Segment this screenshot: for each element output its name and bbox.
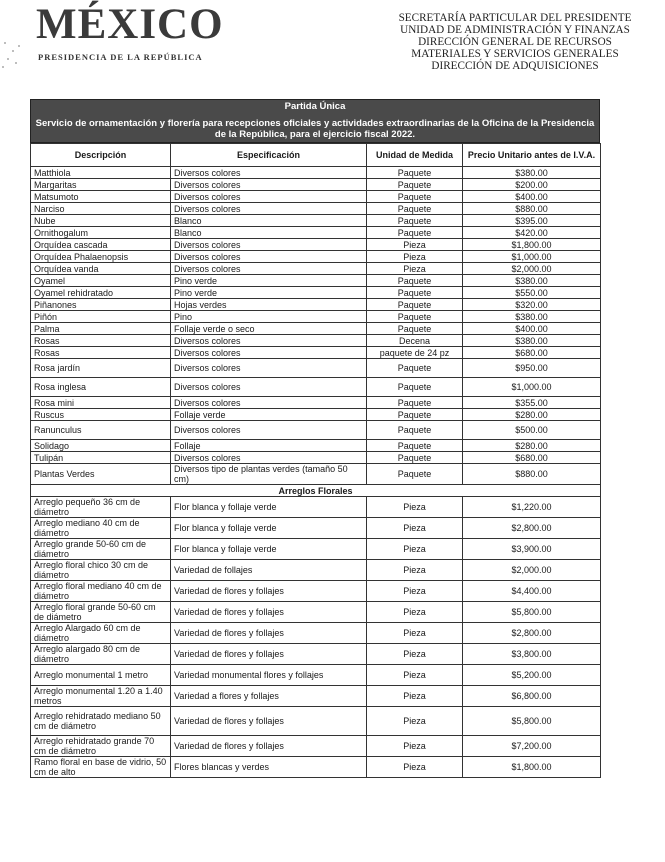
cell-descripcion: Palma	[31, 323, 171, 335]
cell-descripcion: Oyamel rehidratado	[31, 287, 171, 299]
table-row	[31, 539, 601, 560]
cell-unidad: Pieza	[367, 644, 463, 665]
cell-especificacion: Diversos colores	[171, 179, 367, 191]
table-row	[31, 378, 601, 397]
cell-descripcion: Rosa inglesa	[31, 378, 171, 397]
cell-precio: $2,800.00	[463, 623, 601, 644]
table-row	[31, 397, 601, 409]
cell-precio: $550.00	[463, 287, 601, 299]
cell-especificacion: Flor blanca y follaje verde	[171, 518, 367, 539]
cell-precio: $880.00	[463, 203, 601, 215]
cell-unidad: Paquete	[367, 215, 463, 227]
scan-speckles	[0, 36, 30, 96]
cell-descripcion: Arreglo monumental 1.20 a 1.40 metros	[31, 686, 171, 707]
cell-especificacion: Variedad de flores y follajes	[171, 602, 367, 623]
table-row	[31, 421, 601, 440]
cell-precio: $1,000.00	[463, 251, 601, 263]
cell-especificacion: Diversos colores	[171, 239, 367, 251]
cell-descripcion: Matsumoto	[31, 191, 171, 203]
table-row	[31, 323, 601, 335]
cell-especificacion: Follaje verde o seco	[171, 323, 367, 335]
cell-descripcion: Arreglo alargado 80 cm de diámetro	[31, 644, 171, 665]
table-row	[31, 191, 601, 203]
cell-precio: $1,000.00	[463, 378, 601, 397]
cell-unidad: Pieza	[367, 757, 463, 778]
cell-unidad: Pieza	[367, 665, 463, 686]
flores-rows	[31, 167, 601, 485]
cell-descripcion: Narciso	[31, 203, 171, 215]
table-row	[31, 311, 601, 323]
cell-unidad: Paquete	[367, 227, 463, 239]
agency-line-2: UNIDAD DE ADMINISTRACIÓN Y FINANZAS	[400, 24, 630, 36]
cell-precio: $280.00	[463, 440, 601, 452]
cell-descripcion: Orquídea Phalaenopsis	[31, 251, 171, 263]
agency-header	[365, 12, 665, 72]
cell-descripcion: Ranunculus	[31, 421, 171, 440]
cell-precio: $5,200.00	[463, 665, 601, 686]
cell-unidad: Paquete	[367, 421, 463, 440]
cell-descripcion: Matthiola	[31, 167, 171, 179]
cell-descripcion: Rosas	[31, 347, 171, 359]
table-row	[31, 644, 601, 665]
cell-descripcion: Arreglo rehidratado mediano 50 cm de diámetro	[31, 707, 171, 736]
table-row	[31, 263, 601, 275]
cell-unidad: Pieza	[367, 623, 463, 644]
cell-precio: $200.00	[463, 179, 601, 191]
cell-precio: $3,900.00	[463, 539, 601, 560]
cell-especificacion: Diversos colores	[171, 359, 367, 378]
cell-unidad: Paquete	[367, 452, 463, 464]
table-row	[31, 686, 601, 707]
cell-precio: $1,800.00	[463, 239, 601, 251]
cell-precio: $680.00	[463, 347, 601, 359]
cell-descripcion: Arreglo rehidratado grande 70 cm de diámetro	[31, 736, 171, 757]
cell-especificacion: Diversos colores	[171, 347, 367, 359]
table-row	[31, 287, 601, 299]
presidency-logo	[36, 2, 224, 62]
table-row	[31, 215, 601, 227]
cell-especificacion: Follaje verde	[171, 409, 367, 421]
cell-unidad: Pieza	[367, 497, 463, 518]
cell-especificacion: Flores blancas y verdes	[171, 757, 367, 778]
cell-especificacion: Variedad de flores y follajes	[171, 623, 367, 644]
cell-especificacion: Variedad de flores y follajes	[171, 707, 367, 736]
table-row	[31, 518, 601, 539]
cell-especificacion: Diversos colores	[171, 452, 367, 464]
cell-especificacion: Blanco	[171, 215, 367, 227]
cell-precio: $3,800.00	[463, 644, 601, 665]
cell-precio: $2,000.00	[463, 560, 601, 581]
cell-especificacion: Pino verde	[171, 287, 367, 299]
cell-especificacion: Diversos colores	[171, 191, 367, 203]
cell-precio: $355.00	[463, 397, 601, 409]
cell-precio: $380.00	[463, 167, 601, 179]
cell-especificacion: Variedad de follajes	[171, 560, 367, 581]
cell-precio: $5,800.00	[463, 602, 601, 623]
cell-especificacion: Diversos colores	[171, 335, 367, 347]
cell-precio: $500.00	[463, 421, 601, 440]
cell-descripcion: Rosas	[31, 335, 171, 347]
table-row	[31, 347, 601, 359]
cell-especificacion: Diversos colores	[171, 203, 367, 215]
cell-descripcion: Ruscus	[31, 409, 171, 421]
cell-descripcion: Arreglo grande 50-60 cm de diámetro	[31, 539, 171, 560]
header-especificacion: Especificación	[171, 144, 367, 167]
cell-unidad: Pieza	[367, 263, 463, 275]
table-row	[31, 497, 601, 518]
cell-descripcion: Orquídea cascada	[31, 239, 171, 251]
cell-especificacion: Flor blanca y follaje verde	[171, 539, 367, 560]
cell-unidad: Paquete	[367, 359, 463, 378]
cell-precio: $420.00	[463, 227, 601, 239]
cell-descripcion: Arreglo floral grande 50-60 cm de diámetro	[31, 602, 171, 623]
table-row	[31, 179, 601, 191]
banner-subtitle: Servicio de ornamentación y florería para recepciones oficiales y actividades extraordinarias de la Oficina de la Presidencia de la República, para el ejercicio fiscal 2022.	[35, 118, 595, 140]
cell-unidad: Paquete	[367, 287, 463, 299]
cell-unidad: Pieza	[367, 251, 463, 263]
table-row	[31, 707, 601, 736]
cell-precio: $880.00	[463, 464, 601, 485]
cell-unidad: Pieza	[367, 239, 463, 251]
cell-especificacion: Variedad a flores y follajes	[171, 686, 367, 707]
table-row	[31, 452, 601, 464]
cell-descripcion: Arreglo monumental 1 metro	[31, 665, 171, 686]
cell-descripcion: Ornithogalum	[31, 227, 171, 239]
cell-precio: $2,000.00	[463, 263, 601, 275]
table-row	[31, 167, 601, 179]
agency-line-5: DIRECCIÓN DE ADQUISICIONES	[431, 60, 599, 72]
table-header-row	[31, 144, 601, 167]
table-row	[31, 757, 601, 778]
cell-unidad: Paquete	[367, 378, 463, 397]
cell-precio: $280.00	[463, 409, 601, 421]
cell-precio: $400.00	[463, 323, 601, 335]
cell-especificacion: Diversos tipo de plantas verdes (tamaño 50 cm)	[171, 464, 367, 485]
table-row	[31, 239, 601, 251]
cell-unidad: Paquete	[367, 440, 463, 452]
cell-descripcion: Tulipán	[31, 452, 171, 464]
cell-precio: $380.00	[463, 275, 601, 287]
table-row	[31, 251, 601, 263]
cell-unidad: Paquete	[367, 203, 463, 215]
cell-precio: $950.00	[463, 359, 601, 378]
banner-title: Partida Única	[284, 101, 346, 112]
cell-precio: $395.00	[463, 215, 601, 227]
cell-precio: $400.00	[463, 191, 601, 203]
cell-unidad: Pieza	[367, 581, 463, 602]
cell-especificacion: Variedad de flores y follajes	[171, 736, 367, 757]
cell-precio: $1,800.00	[463, 757, 601, 778]
cell-precio: $7,200.00	[463, 736, 601, 757]
cell-especificacion: Pino	[171, 311, 367, 323]
cell-especificacion: Hojas verdes	[171, 299, 367, 311]
price-table	[30, 143, 601, 778]
header-descripcion: Descripción	[31, 144, 171, 167]
cell-precio: $6,800.00	[463, 686, 601, 707]
cell-precio: $680.00	[463, 452, 601, 464]
agency-line-4: MATERIALES Y SERVICIOS GENERALES	[411, 48, 619, 60]
cell-unidad: Pieza	[367, 736, 463, 757]
cell-descripcion: Margaritas	[31, 179, 171, 191]
cell-unidad: Pieza	[367, 707, 463, 736]
cell-especificacion: Flor blanca y follaje verde	[171, 497, 367, 518]
cell-descripcion: Arreglo floral mediano 40 cm de diámetro	[31, 581, 171, 602]
table-row	[31, 736, 601, 757]
agency-line-3: DIRECCIÓN GENERAL DE RECURSOS	[418, 36, 612, 48]
cell-descripcion: Rosa jardín	[31, 359, 171, 378]
cell-especificacion: Diversos colores	[171, 378, 367, 397]
cell-descripcion: Arreglo mediano 40 cm de diámetro	[31, 518, 171, 539]
logo-title: MÉXICO	[36, 1, 224, 48]
cell-descripcion: Orquídea vanda	[31, 263, 171, 275]
table-row	[31, 409, 601, 421]
cell-descripcion: Arreglo Alargado 60 cm de diámetro	[31, 623, 171, 644]
cell-unidad: Paquete	[367, 191, 463, 203]
table-row	[31, 275, 601, 287]
cell-precio: $380.00	[463, 335, 601, 347]
cell-descripcion: Rosa mini	[31, 397, 171, 409]
cell-unidad: Paquete	[367, 179, 463, 191]
table-row	[31, 560, 601, 581]
cell-descripcion: Ramo floral en base de vidrio, 50 cm de alto	[31, 757, 171, 778]
cell-unidad: Paquete	[367, 464, 463, 485]
cell-unidad: Pieza	[367, 560, 463, 581]
cell-unidad: Paquete	[367, 311, 463, 323]
table-row	[31, 602, 601, 623]
cell-precio: $1,220.00	[463, 497, 601, 518]
cell-descripcion: Plantas Verdes	[31, 464, 171, 485]
header-unidad: Unidad de Medida	[367, 144, 463, 167]
cell-unidad: paquete de 24 pz	[367, 347, 463, 359]
cell-especificacion: Diversos colores	[171, 421, 367, 440]
cell-especificacion: Diversos colores	[171, 397, 367, 409]
cell-unidad: Pieza	[367, 539, 463, 560]
cell-unidad: Pieza	[367, 686, 463, 707]
cell-especificacion: Variedad monumental flores y follajes	[171, 665, 367, 686]
cell-descripcion: Oyamel	[31, 275, 171, 287]
cell-especificacion: Follaje	[171, 440, 367, 452]
agency-line-1: SECRETARÍA PARTICULAR DEL PRESIDENTE	[398, 12, 632, 24]
section-arreglos-title: Arreglos Florales	[31, 485, 601, 497]
arreglos-rows	[31, 497, 601, 778]
cell-especificacion: Diversos colores	[171, 167, 367, 179]
cell-descripcion: Piñanones	[31, 299, 171, 311]
cell-especificacion: Variedad de flores y follajes	[171, 644, 367, 665]
cell-unidad: Paquete	[367, 275, 463, 287]
cell-unidad: Pieza	[367, 518, 463, 539]
cell-especificacion: Variedad de flores y follajes	[171, 581, 367, 602]
cell-precio: $5,800.00	[463, 707, 601, 736]
cell-descripcion: Nube	[31, 215, 171, 227]
cell-especificacion: Diversos colores	[171, 251, 367, 263]
cell-precio: $4,400.00	[463, 581, 601, 602]
cell-precio: $2,800.00	[463, 518, 601, 539]
table-banner	[30, 99, 600, 143]
table-row	[31, 440, 601, 452]
table-row	[31, 623, 601, 644]
table-row	[31, 335, 601, 347]
cell-unidad: Decena	[367, 335, 463, 347]
table-row	[31, 581, 601, 602]
cell-precio: $380.00	[463, 311, 601, 323]
header-precio: Precio Unitario antes de I.V.A.	[463, 144, 601, 167]
cell-precio: $320.00	[463, 299, 601, 311]
cell-descripcion: Arreglo floral chico 30 cm de diámetro	[31, 560, 171, 581]
table-row	[31, 227, 601, 239]
table-row	[31, 359, 601, 378]
cell-descripcion: Arreglo pequeño 36 cm de diámetro	[31, 497, 171, 518]
cell-unidad: Paquete	[367, 397, 463, 409]
logo-subtitle: PRESIDENCIA DE LA REPÚBLICA	[38, 52, 203, 62]
table-row	[31, 665, 601, 686]
section-row	[31, 485, 601, 497]
table-row	[31, 203, 601, 215]
cell-unidad: Paquete	[367, 299, 463, 311]
cell-unidad: Paquete	[367, 167, 463, 179]
price-table-container	[30, 99, 600, 778]
cell-descripcion: Piñón	[31, 311, 171, 323]
cell-descripcion: Solidago	[31, 440, 171, 452]
table-row	[31, 464, 601, 485]
table-row	[31, 299, 601, 311]
cell-unidad: Paquete	[367, 323, 463, 335]
cell-especificacion: Diversos colores	[171, 263, 367, 275]
cell-especificacion: Pino verde	[171, 275, 367, 287]
cell-especificacion: Blanco	[171, 227, 367, 239]
cell-unidad: Pieza	[367, 602, 463, 623]
cell-unidad: Paquete	[367, 409, 463, 421]
